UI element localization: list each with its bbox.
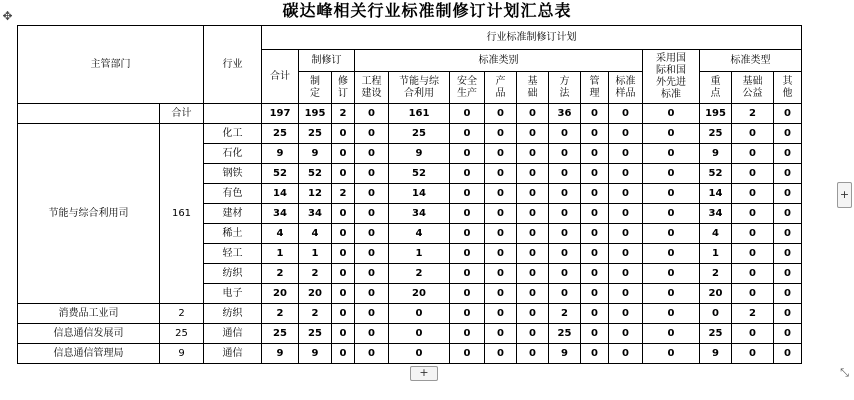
value-cell: 0 xyxy=(485,304,517,324)
value-cell: 0 xyxy=(355,104,389,124)
value-cell: 0 xyxy=(332,324,355,344)
value-cell: 0 xyxy=(332,344,355,364)
value-cell: 1 xyxy=(262,244,299,264)
value-cell: 25 xyxy=(262,124,299,144)
add-column-button[interactable]: + xyxy=(837,182,852,208)
value-cell: 0 xyxy=(609,164,643,184)
dept-cell: 消费品工业司 xyxy=(18,304,160,324)
value-cell: 20 xyxy=(700,284,732,304)
value-cell: 0 xyxy=(581,304,609,324)
value-cell: 195 xyxy=(299,104,332,124)
header-product: 产 品 xyxy=(485,72,517,104)
value-cell: 0 xyxy=(732,344,774,364)
value-cell: 0 xyxy=(332,124,355,144)
value-cell: 0 xyxy=(609,224,643,244)
value-cell: 0 xyxy=(485,144,517,164)
value-cell: 197 xyxy=(262,104,299,124)
value-cell: 4 xyxy=(262,224,299,244)
value-cell: 9 xyxy=(549,344,581,364)
value-cell: 52 xyxy=(389,164,450,184)
value-cell: 0 xyxy=(643,144,700,164)
value-cell: 25 xyxy=(549,324,581,344)
value-cell: 0 xyxy=(485,224,517,244)
value-cell: 0 xyxy=(332,244,355,264)
value-cell: 0 xyxy=(732,144,774,164)
value-cell: 0 xyxy=(643,304,700,324)
value-cell: 0 xyxy=(355,144,389,164)
table-row xyxy=(18,324,802,344)
value-cell: 161 xyxy=(389,104,450,124)
move-handle-icon[interactable]: ✥ xyxy=(2,9,13,23)
value-cell: 0 xyxy=(581,224,609,244)
header-key: 重 点 xyxy=(700,72,732,104)
value-cell: 0 xyxy=(774,104,802,124)
value-cell: 0 xyxy=(355,264,389,284)
value-cell: 0 xyxy=(450,164,485,184)
value-cell: 0 xyxy=(643,204,700,224)
value-cell: 0 xyxy=(609,344,643,364)
value-cell: 25 xyxy=(262,324,299,344)
value-cell: 0 xyxy=(549,244,581,264)
value-cell: 9 xyxy=(700,344,732,364)
value-cell: 0 xyxy=(450,144,485,164)
value-cell: 0 xyxy=(609,144,643,164)
value-cell: 0 xyxy=(450,184,485,204)
value-cell: 0 xyxy=(643,184,700,204)
value-cell: 1 xyxy=(299,244,332,264)
value-cell: 0 xyxy=(332,164,355,184)
value-cell: 0 xyxy=(643,164,700,184)
value-cell: 0 xyxy=(485,344,517,364)
header-modify: 修 订 xyxy=(332,72,355,104)
value-cell: 0 xyxy=(450,124,485,144)
value-cell: 0 xyxy=(355,224,389,244)
value-cell: 0 xyxy=(389,324,450,344)
header-basic: 基 础 xyxy=(517,72,549,104)
value-cell: 0 xyxy=(517,344,549,364)
value-cell: 0 xyxy=(517,244,549,264)
value-cell: 25 xyxy=(299,324,332,344)
value-cell: 34 xyxy=(262,204,299,224)
value-cell: 0 xyxy=(517,144,549,164)
value-cell: 0 xyxy=(774,284,802,304)
value-cell: 2 xyxy=(299,264,332,284)
value-cell: 20 xyxy=(299,284,332,304)
value-cell: 9 xyxy=(700,144,732,164)
value-cell: 0 xyxy=(581,284,609,304)
value-cell: 0 xyxy=(581,204,609,224)
header-dept: 主管部门 xyxy=(18,26,204,104)
value-cell: 2 xyxy=(549,304,581,324)
value-cell: 0 xyxy=(485,204,517,224)
value-cell: 9 xyxy=(262,344,299,364)
value-cell: 0 xyxy=(609,264,643,284)
value-cell: 4 xyxy=(299,224,332,244)
value-cell: 0 xyxy=(732,244,774,264)
value-cell: 0 xyxy=(517,204,549,224)
header-safety: 安全 生产 xyxy=(450,72,485,104)
value-cell: 0 xyxy=(549,264,581,284)
header-industry: 行业 xyxy=(204,26,262,104)
value-cell: 0 xyxy=(517,284,549,304)
value-cell: 2 xyxy=(332,184,355,204)
value-cell: 2 xyxy=(700,264,732,284)
value-cell: 0 xyxy=(355,344,389,364)
value-cell: 52 xyxy=(262,164,299,184)
header-sample: 标准 样品 xyxy=(609,72,643,104)
value-cell: 0 xyxy=(609,104,643,124)
value-cell: 0 xyxy=(732,264,774,284)
value-cell: 0 xyxy=(355,124,389,144)
value-cell: 0 xyxy=(485,264,517,284)
value-cell: 0 xyxy=(517,264,549,284)
value-cell: 0 xyxy=(389,304,450,324)
value-cell: 2 xyxy=(732,304,774,324)
value-cell: 0 xyxy=(450,204,485,224)
value-cell: 52 xyxy=(299,164,332,184)
value-cell: 0 xyxy=(643,244,700,264)
value-cell: 2 xyxy=(262,304,299,324)
value-cell: 0 xyxy=(549,164,581,184)
value-cell: 25 xyxy=(700,324,732,344)
value-cell: 0 xyxy=(774,304,802,324)
table-row xyxy=(18,104,802,124)
value-cell: 0 xyxy=(485,324,517,344)
value-cell: 0 xyxy=(581,184,609,204)
total-label: 合计 xyxy=(160,104,204,124)
table-row xyxy=(18,344,802,364)
value-cell: 0 xyxy=(643,224,700,244)
value-cell: 0 xyxy=(549,184,581,204)
value-cell: 0 xyxy=(517,104,549,124)
value-cell: 0 xyxy=(332,284,355,304)
value-cell: 0 xyxy=(732,324,774,344)
value-cell: 20 xyxy=(262,284,299,304)
add-row-button[interactable]: + xyxy=(410,366,438,381)
value-cell: 12 xyxy=(299,184,332,204)
value-cell: 0 xyxy=(549,284,581,304)
value-cell: 0 xyxy=(549,224,581,244)
value-cell: 0 xyxy=(581,344,609,364)
value-cell: 0 xyxy=(485,164,517,184)
value-cell: 4 xyxy=(389,224,450,244)
value-cell: 0 xyxy=(450,244,485,264)
header-energy: 节能与综 合利用 xyxy=(389,72,450,104)
blank-cell xyxy=(18,104,160,124)
value-cell: 0 xyxy=(609,204,643,224)
value-cell: 0 xyxy=(485,104,517,124)
industry-cell: 建材 xyxy=(204,204,262,224)
value-cell: 0 xyxy=(549,204,581,224)
value-cell: 34 xyxy=(389,204,450,224)
value-cell: 0 xyxy=(450,344,485,364)
resize-icon[interactable]: ⤡ xyxy=(840,366,849,379)
value-cell: 0 xyxy=(732,284,774,304)
value-cell: 2 xyxy=(332,104,355,124)
header-manage: 管 理 xyxy=(581,72,609,104)
value-cell: 0 xyxy=(549,124,581,144)
value-cell: 34 xyxy=(299,204,332,224)
header-category: 标准类别 xyxy=(355,50,643,72)
header-public: 基础 公益 xyxy=(732,72,774,104)
value-cell: 52 xyxy=(700,164,732,184)
value-cell: 0 xyxy=(774,204,802,224)
value-cell: 0 xyxy=(774,264,802,284)
value-cell: 0 xyxy=(549,144,581,164)
value-cell: 0 xyxy=(609,124,643,144)
value-cell: 25 xyxy=(700,124,732,144)
industry-cell: 化工 xyxy=(204,124,262,144)
value-cell: 0 xyxy=(774,164,802,184)
dept-count-cell: 25 xyxy=(160,324,204,344)
page-title: 碳达峰相关行业标准制修订计划汇总表 xyxy=(282,1,572,20)
value-cell: 0 xyxy=(609,324,643,344)
value-cell: 0 xyxy=(732,124,774,144)
value-cell: 0 xyxy=(609,304,643,324)
value-cell: 0 xyxy=(332,204,355,224)
header-stype: 标准类型 xyxy=(700,50,802,72)
value-cell: 0 xyxy=(450,264,485,284)
industry-cell: 有色 xyxy=(204,184,262,204)
value-cell: 0 xyxy=(609,284,643,304)
industry-cell: 纺织 xyxy=(204,304,262,324)
value-cell: 0 xyxy=(485,284,517,304)
header-eng: 工程 建设 xyxy=(355,72,389,104)
value-cell: 0 xyxy=(732,204,774,224)
value-cell: 0 xyxy=(643,264,700,284)
value-cell: 0 xyxy=(774,244,802,264)
industry-cell: 通信 xyxy=(204,324,262,344)
value-cell: 0 xyxy=(581,144,609,164)
header-intl: 采用国 际和国 外先进 标准 xyxy=(643,50,700,104)
value-cell: 0 xyxy=(774,124,802,144)
blank-cell xyxy=(204,104,262,124)
value-cell: 0 xyxy=(609,244,643,264)
value-cell: 0 xyxy=(774,344,802,364)
value-cell: 0 xyxy=(355,304,389,324)
header-method: 方 法 xyxy=(549,72,581,104)
value-cell: 0 xyxy=(450,284,485,304)
value-cell: 0 xyxy=(517,164,549,184)
value-cell: 0 xyxy=(485,184,517,204)
table-row xyxy=(18,124,802,144)
value-cell: 0 xyxy=(485,124,517,144)
dept-cell: 节能与综合利用司 xyxy=(18,124,160,304)
value-cell: 0 xyxy=(581,104,609,124)
value-cell: 1 xyxy=(700,244,732,264)
value-cell: 0 xyxy=(450,324,485,344)
value-cell: 0 xyxy=(774,144,802,164)
header-total: 合计 xyxy=(262,50,299,104)
header-revise: 制修订 xyxy=(299,50,355,72)
industry-cell: 通信 xyxy=(204,344,262,364)
dept-cell: 信息通信发展司 xyxy=(18,324,160,344)
table-row xyxy=(18,304,802,324)
industry-cell: 钢铁 xyxy=(204,164,262,184)
value-cell: 0 xyxy=(581,264,609,284)
value-cell: 0 xyxy=(581,164,609,184)
value-cell: 0 xyxy=(450,304,485,324)
value-cell: 9 xyxy=(299,344,332,364)
value-cell: 2 xyxy=(732,104,774,124)
value-cell: 0 xyxy=(517,184,549,204)
value-cell: 0 xyxy=(643,344,700,364)
value-cell: 1 xyxy=(389,244,450,264)
value-cell: 0 xyxy=(643,104,700,124)
industry-cell: 稀土 xyxy=(204,224,262,244)
industry-cell: 轻工 xyxy=(204,244,262,264)
value-cell: 0 xyxy=(732,224,774,244)
value-cell: 0 xyxy=(517,304,549,324)
value-cell: 0 xyxy=(355,164,389,184)
value-cell: 14 xyxy=(262,184,299,204)
value-cell: 0 xyxy=(517,324,549,344)
value-cell: 0 xyxy=(332,264,355,284)
value-cell: 4 xyxy=(700,224,732,244)
value-cell: 20 xyxy=(389,284,450,304)
value-cell: 0 xyxy=(581,244,609,264)
value-cell: 0 xyxy=(355,184,389,204)
value-cell: 2 xyxy=(389,264,450,284)
value-cell: 14 xyxy=(700,184,732,204)
value-cell: 14 xyxy=(389,184,450,204)
value-cell: 0 xyxy=(355,284,389,304)
value-cell: 0 xyxy=(389,344,450,364)
value-cell: 0 xyxy=(774,324,802,344)
value-cell: 2 xyxy=(262,264,299,284)
value-cell: 25 xyxy=(389,124,450,144)
value-cell: 0 xyxy=(450,224,485,244)
summary-table xyxy=(17,25,802,364)
value-cell: 0 xyxy=(355,204,389,224)
value-cell: 36 xyxy=(549,104,581,124)
value-cell: 0 xyxy=(355,244,389,264)
value-cell: 34 xyxy=(700,204,732,224)
dept-cell: 信息通信管理局 xyxy=(18,344,160,364)
value-cell: 0 xyxy=(581,124,609,144)
value-cell: 9 xyxy=(299,144,332,164)
value-cell: 0 xyxy=(609,184,643,204)
header-plan: 行业标准制修订计划 xyxy=(262,26,802,50)
table-body xyxy=(18,26,802,364)
value-cell: 9 xyxy=(262,144,299,164)
value-cell: 0 xyxy=(700,304,732,324)
value-cell: 0 xyxy=(517,124,549,144)
value-cell: 0 xyxy=(485,244,517,264)
value-cell: 0 xyxy=(450,104,485,124)
industry-cell: 石化 xyxy=(204,144,262,164)
value-cell: 0 xyxy=(581,324,609,344)
dept-count-cell: 161 xyxy=(160,124,204,304)
header-make: 制 定 xyxy=(299,72,332,104)
value-cell: 0 xyxy=(774,224,802,244)
value-cell: 0 xyxy=(517,224,549,244)
value-cell: 0 xyxy=(643,124,700,144)
value-cell: 0 xyxy=(332,224,355,244)
value-cell: 9 xyxy=(389,144,450,164)
value-cell: 2 xyxy=(299,304,332,324)
value-cell: 0 xyxy=(774,184,802,204)
value-cell: 0 xyxy=(643,284,700,304)
value-cell: 195 xyxy=(700,104,732,124)
value-cell: 0 xyxy=(355,324,389,344)
value-cell: 0 xyxy=(332,304,355,324)
dept-count-cell: 2 xyxy=(160,304,204,324)
value-cell: 25 xyxy=(299,124,332,144)
value-cell: 0 xyxy=(643,324,700,344)
industry-cell: 纺织 xyxy=(204,264,262,284)
value-cell: 0 xyxy=(332,144,355,164)
header-other: 其 他 xyxy=(774,72,802,104)
value-cell: 0 xyxy=(732,164,774,184)
industry-cell: 电子 xyxy=(204,284,262,304)
value-cell: 0 xyxy=(732,184,774,204)
dept-count-cell: 9 xyxy=(160,344,204,364)
